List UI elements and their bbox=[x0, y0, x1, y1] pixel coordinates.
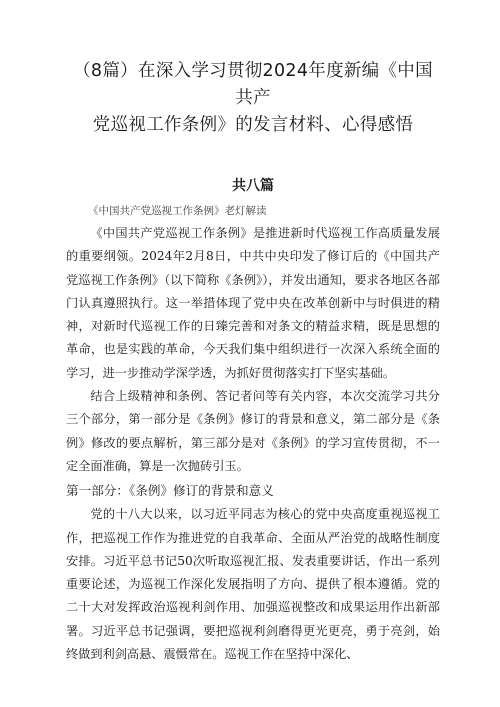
title-line-2: 党巡视工作条例》的发言材料、心得感悟 bbox=[92, 115, 414, 135]
article-subtitle: 《中国共产党巡视工作条例》老灯解读 bbox=[88, 205, 267, 217]
title-line-1: （8篇）在深入学习贯彻2024年度新编《中国共产 bbox=[73, 61, 433, 108]
body-paragraph: 结合上级精神和条例、答记者问等有关内容，本次交流学习共分三个部分，第一部分是《条例》修订的背景和意义，第二部分是《条例》修改的要点解析，第三部分是对《条例》的学习宣传贯彻，不一定全面准确，算是一次抛砖引玉。 bbox=[66, 389, 440, 473]
section-paragraph: 党的十八大以来，以习近平同志为核心的党中央高度重视巡视工作，把巡视工作作为推进党的自我革命、全面从严治党的战略性制度安排。习近平总书记50次听取巡视汇报、发表重要讲话，作出一系列重要论述，为巡视工作深化发展指明了方向、提供了根本遵循。党的二十大对发挥政治巡视利剑作用、加强巡视整改和成果运用作出新部署。习近平总书记强调，要把巡视利剑磨得更光更亮，勇于亮剑，始终做到利剑高悬、震慑常在。巡视工作在坚持中深化、 bbox=[66, 507, 440, 662]
document-title bbox=[66, 58, 440, 139]
section-heading: 第一部分：《条例》修订的背景和意义 bbox=[66, 483, 274, 499]
article-count-heading: 共八篇 bbox=[232, 178, 274, 194]
body-paragraph: 《中国共产党巡视工作条例》是推进新时代巡视工作高质量发展的重要纲领。2024年2月8日，中共中央印发了修订后的《中国共产党巡视工作条例》（以下简称《条例》），并发出通知，要求各地区各部门认真遵照执行。这一举措体现了党中央在改革创新中与时俱进的精神，对新时代巡视工作的日臻完善和对条文的精益求精，既是思想的革命，也是实践的革命，今天我们集中组织进行一次深入系统全面的学习，进一步推动学深学透，为抓好贯彻落实打下坚实基础。 bbox=[66, 226, 440, 380]
